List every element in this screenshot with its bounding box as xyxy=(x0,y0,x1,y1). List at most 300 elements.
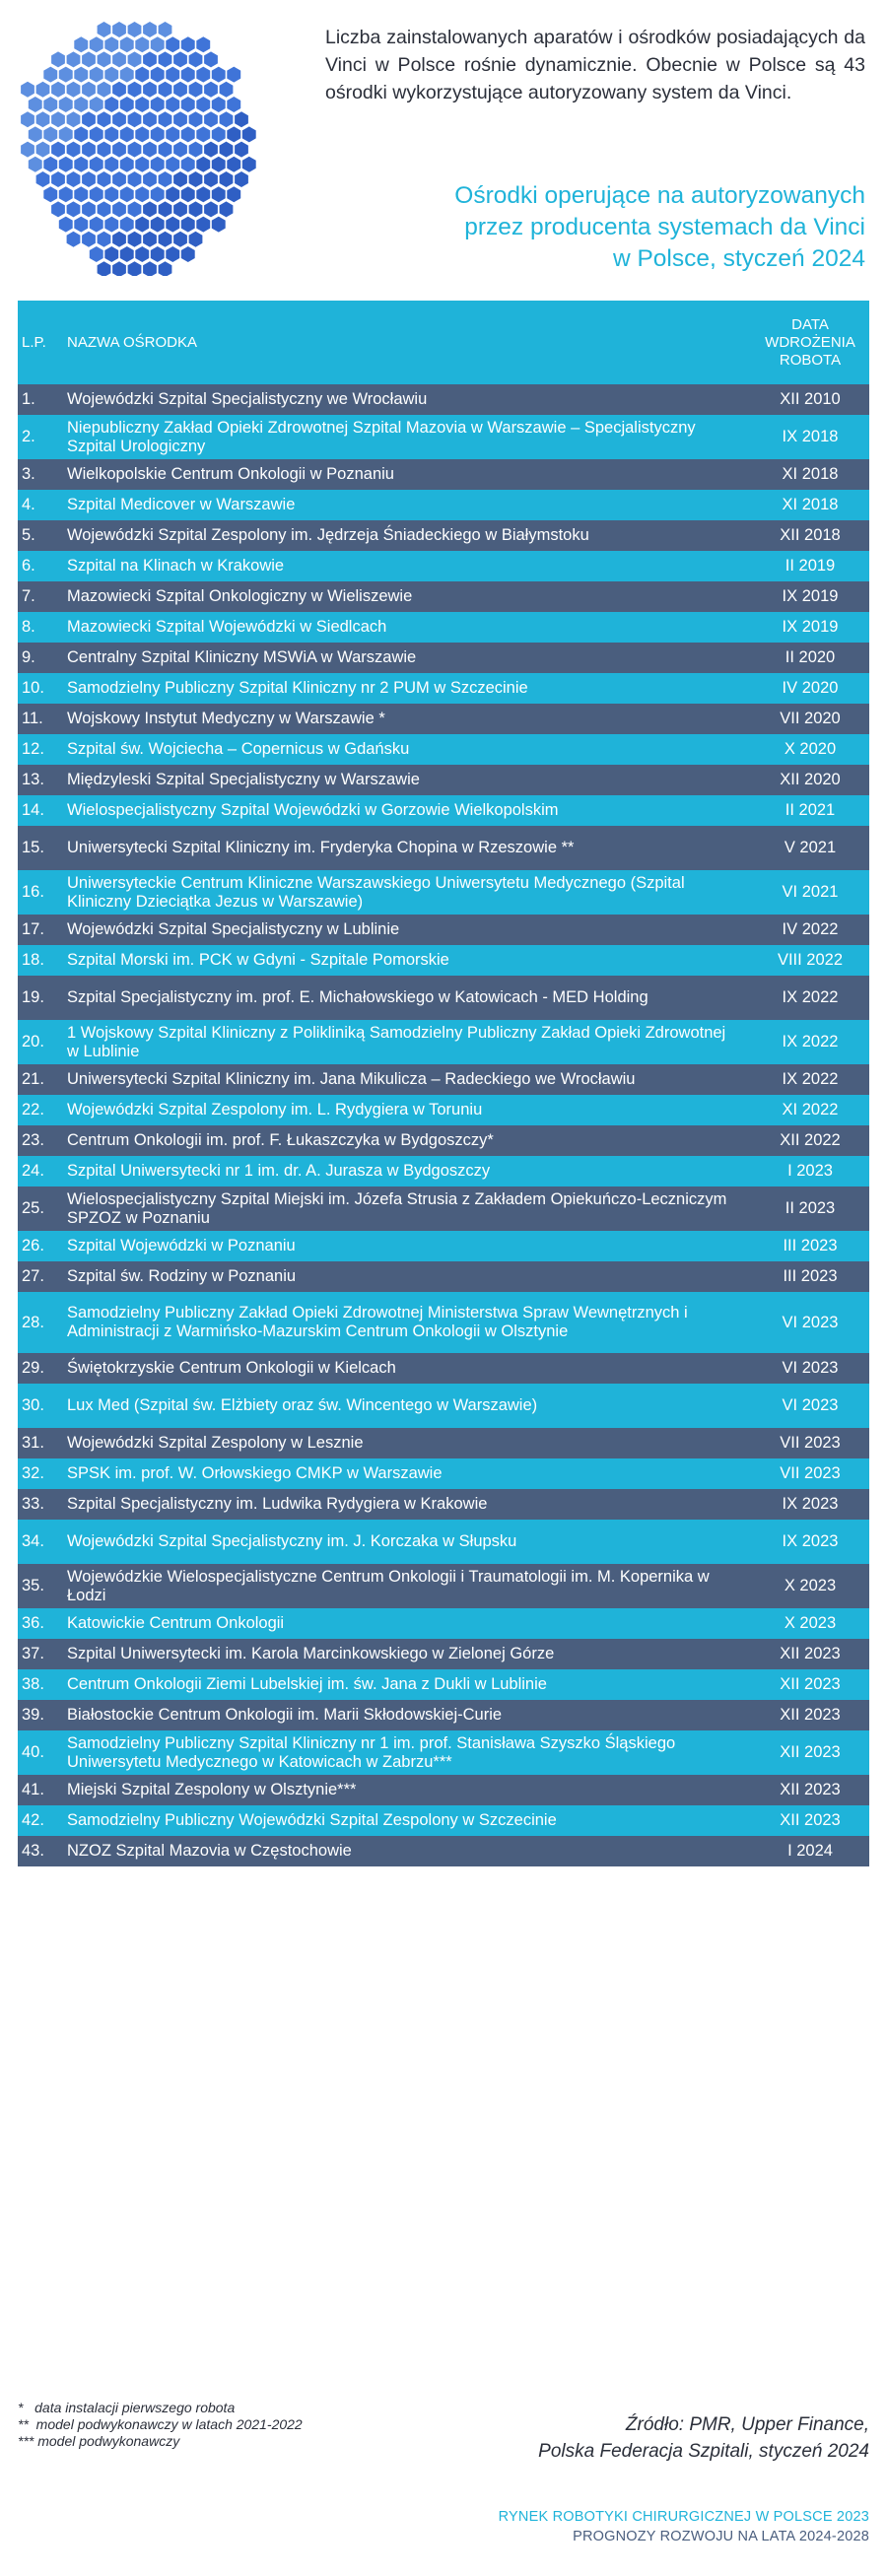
row-name: Wielkopolskie Centrum Onkologii w Poznaniu xyxy=(67,465,394,483)
map-hexagon xyxy=(120,97,134,112)
row-name: Wojskowy Instytut Medyczny w Warszawie * xyxy=(67,710,385,727)
table-row xyxy=(18,1231,869,1261)
row-name: Szpital Specjalistyczny im. Ludwika Rydygiera w Krakowie xyxy=(67,1495,488,1513)
row-date: III 2023 xyxy=(783,1267,838,1285)
map-hexagon xyxy=(220,142,234,158)
row-name: Centrum Onkologii im. prof. F. Łukaszczyka w Bydgoszczy* xyxy=(67,1131,494,1149)
map-hexagon xyxy=(181,126,195,142)
map-hexagon xyxy=(143,261,157,276)
map-hexagon xyxy=(74,186,88,202)
row-name: NZOZ Szpital Mazovia w Częstochowie xyxy=(67,1842,352,1860)
map-hexagon xyxy=(235,171,248,187)
map-hexagon xyxy=(181,97,195,112)
row-lp: 43. xyxy=(22,1842,44,1860)
map-hexagon xyxy=(181,36,195,52)
map-hexagon xyxy=(135,157,149,172)
row-name: Wojewódzki Szpital Specjalistyczny im. J. Korczaka w Słupsku xyxy=(67,1532,517,1550)
map-hexagon xyxy=(112,171,126,187)
footnote-2: ** model podwykonawczy w latach 2021-2022 xyxy=(18,2416,303,2432)
footnotes xyxy=(18,2400,432,2450)
table-row xyxy=(18,1669,869,1700)
row-date: IX 2022 xyxy=(782,1033,839,1051)
map-hexagon xyxy=(90,186,103,202)
source-line-1: Źródło: PMR, Upper Finance, xyxy=(625,2414,869,2435)
table-row xyxy=(18,1564,869,1608)
map-hexagon xyxy=(21,111,34,127)
map-hexagon xyxy=(159,142,172,158)
table-title-line-1: Ośrodki operujące na autoryzowanych xyxy=(454,182,865,209)
row-name: Wojewódzki Szpital Zespolony w Lesznie xyxy=(67,1434,364,1452)
row-date: XII 2010 xyxy=(780,390,841,408)
map-hexagon xyxy=(43,186,57,202)
row-name: Mazowiecki Szpital Wojewódzki w Siedlcach xyxy=(67,618,387,636)
map-hexagon xyxy=(189,82,203,98)
map-hexagon xyxy=(67,142,81,158)
row-name: Samodzielny Publiczny Szpital Kliniczny nr 2 PUM w Szczecinie xyxy=(67,679,528,697)
map-hexagon xyxy=(189,171,203,187)
row-date: X 2023 xyxy=(784,1577,837,1594)
row-name: Szpital Morski im. PCK w Gdyni - Szpitale Pomorskie xyxy=(67,951,449,969)
table-row xyxy=(18,1156,869,1186)
header-lp: L.P. xyxy=(22,334,46,351)
map-hexagon xyxy=(135,217,149,233)
table-row xyxy=(18,643,869,673)
row-date: XII 2023 xyxy=(780,1706,841,1724)
row-lp: 22. xyxy=(22,1101,44,1119)
map-hexagon xyxy=(227,97,240,112)
map-hexagon xyxy=(204,171,218,187)
row-date: V 2021 xyxy=(784,839,837,856)
table-row xyxy=(18,1805,869,1836)
row-date: VII 2023 xyxy=(780,1434,841,1452)
map-hexagon xyxy=(143,22,157,37)
map-hexagon xyxy=(59,126,73,142)
map-hexagon xyxy=(204,142,218,158)
row-date: VI 2023 xyxy=(782,1396,839,1414)
map-hexagon xyxy=(120,217,134,233)
table-header-row xyxy=(18,301,869,384)
map-hexagon xyxy=(189,142,203,158)
map-hexagon xyxy=(74,36,88,52)
row-name: Międzyleski Szpital Specjalistyczny w Warszawie xyxy=(67,771,420,788)
table-title xyxy=(325,180,865,275)
map-hexagon xyxy=(235,142,248,158)
table-row xyxy=(18,459,869,490)
map-hexagon xyxy=(173,201,187,217)
row-name: Samodzielny Publiczny Zakład Opieki Zdrowotnej Ministerstwa Spraw Wewnętrznych i Administracji z Warmińsko-Mazurskim Centrum Onkologii w Olsztynie xyxy=(67,1304,688,1340)
row-date: X 2023 xyxy=(784,1614,837,1632)
row-lp: 5. xyxy=(22,526,35,544)
map-hexagon xyxy=(82,82,96,98)
row-lp: 1. xyxy=(22,390,35,408)
map-hexagon xyxy=(128,142,142,158)
map-hexagon xyxy=(98,82,111,98)
map-hexagon xyxy=(128,22,142,37)
row-lp: 36. xyxy=(22,1614,44,1632)
row-name: Wojewódzkie Wielospecjalistyczne Centrum Onkologii i Traumatologii im. M. Kopernika w Łodzi xyxy=(67,1567,710,1604)
source-note xyxy=(455,2411,869,2465)
map-hexagon xyxy=(143,142,157,158)
row-name: Centrum Onkologii Ziemi Lubelskiej im. św. Jana z Dukli w Lublinie xyxy=(67,1675,547,1693)
row-name: Miejski Szpital Zespolony w Olsztynie*** xyxy=(67,1781,357,1798)
map-hexagon xyxy=(74,67,88,83)
map-hexagon xyxy=(43,126,57,142)
table-row xyxy=(18,976,869,1020)
row-name: Szpital na Klinach w Krakowie xyxy=(67,557,285,575)
row-lp: 41. xyxy=(22,1781,44,1798)
map-hexagon xyxy=(151,126,165,142)
map-hexagon xyxy=(196,36,210,52)
map-hexagon xyxy=(29,126,42,142)
table-title-line-2: przez producenta systemach da Vinci xyxy=(464,214,865,240)
map-hexagon xyxy=(212,186,226,202)
map-hexagon xyxy=(143,51,157,67)
row-date: IX 2023 xyxy=(782,1495,839,1513)
map-hexagon xyxy=(159,261,172,276)
table-row xyxy=(18,1353,869,1384)
map-hexagon xyxy=(166,67,179,83)
map-hexagon xyxy=(98,171,111,187)
map-hexagon xyxy=(181,67,195,83)
row-date: IX 2022 xyxy=(782,1070,839,1088)
map-hexagon xyxy=(90,157,103,172)
row-lp: 8. xyxy=(22,618,35,636)
table-row xyxy=(18,1384,869,1428)
table-row xyxy=(18,1261,869,1292)
row-lp: 10. xyxy=(22,679,44,697)
map-hexagon xyxy=(135,186,149,202)
map-hexagon xyxy=(196,97,210,112)
map-hexagon xyxy=(181,217,195,233)
map-hexagon xyxy=(98,201,111,217)
map-hexagon xyxy=(227,186,240,202)
map-hexagon xyxy=(29,97,42,112)
map-hexagon xyxy=(120,67,134,83)
map-hexagon xyxy=(212,217,226,233)
footnote-3: *** model podwykonawczy xyxy=(18,2433,180,2449)
map-hexagon xyxy=(135,246,149,262)
row-date: XII 2023 xyxy=(780,1743,841,1761)
map-hexagon xyxy=(36,111,50,127)
map-hexagon xyxy=(143,111,157,127)
row-lp: 20. xyxy=(22,1033,44,1051)
map-hexagon xyxy=(181,186,195,202)
map-hexagon xyxy=(135,97,149,112)
map-hexagon xyxy=(159,232,172,247)
map-hexagon xyxy=(104,246,118,262)
row-name: SPSK im. prof. W. Orłowskiego CMKP w Warszawie xyxy=(67,1464,443,1482)
row-date: VI 2023 xyxy=(782,1359,839,1377)
map-hexagon xyxy=(204,111,218,127)
row-name: Wielospecjalistyczny Szpital Miejski im. Józefa Strusia z Zakładem Opiekuńczo-Leczniczym SPZOZ w Poznaniu xyxy=(67,1189,727,1227)
row-date: II 2019 xyxy=(785,557,836,575)
map-hexagon xyxy=(128,111,142,127)
map-hexagon xyxy=(104,67,118,83)
map-hexagon xyxy=(128,51,142,67)
row-date: XII 2023 xyxy=(780,1811,841,1829)
table-row xyxy=(18,1836,869,1866)
map-hexagon xyxy=(112,82,126,98)
table-row xyxy=(18,870,869,915)
map-hexagon xyxy=(112,142,126,158)
row-lp: 32. xyxy=(22,1464,44,1482)
row-lp: 11. xyxy=(22,710,43,727)
row-date: II 2021 xyxy=(785,801,836,819)
map-hexagon xyxy=(196,67,210,83)
row-name: Wojewódzki Szpital Specjalistyczny w Lublinie xyxy=(67,920,400,938)
map-hexagon xyxy=(128,171,142,187)
map-hexagon xyxy=(166,246,179,262)
row-lp: 16. xyxy=(22,883,44,901)
row-name: Szpital Specjalistyczny im. prof. E. Michałowskiego w Katowicach - MED Holding xyxy=(67,988,648,1006)
map-hexagon xyxy=(120,186,134,202)
map-hexagon xyxy=(151,36,165,52)
row-lp: 9. xyxy=(22,648,35,666)
row-lp: 3. xyxy=(22,465,35,483)
map-hexagon xyxy=(128,232,142,247)
row-lp: 39. xyxy=(22,1706,44,1724)
map-hexagon xyxy=(227,67,240,83)
map-hexagon xyxy=(242,126,256,142)
map-hexagon xyxy=(235,111,248,127)
table-row xyxy=(18,1608,869,1639)
map-hexagon xyxy=(166,186,179,202)
map-hexagon xyxy=(128,261,142,276)
map-hexagon xyxy=(82,51,96,67)
map-hexagon xyxy=(90,217,103,233)
map-hexagon xyxy=(159,82,172,98)
row-name: Szpital Uniwersytecki im. Karola Marcinkowskiego w Zielonej Górze xyxy=(67,1645,555,1662)
map-hexagon xyxy=(98,142,111,158)
map-hexagon xyxy=(112,261,126,276)
row-name: Mazowiecki Szpital Onkologiczny w Wieliszewie xyxy=(67,587,413,605)
map-hexagon xyxy=(74,126,88,142)
map-hexagon xyxy=(159,22,172,37)
map-hexagon xyxy=(181,157,195,172)
map-hexagon xyxy=(173,171,187,187)
map-hexagon xyxy=(67,171,81,187)
table-row xyxy=(18,915,869,945)
row-name: Wojewódzki Szpital Specjalistyczny we Wrocławiu xyxy=(67,390,428,408)
row-name: Szpital św. Rodziny w Poznaniu xyxy=(67,1267,297,1285)
header-date-line-3: ROBOTA xyxy=(779,351,842,369)
row-date: XII 2023 xyxy=(780,1675,841,1693)
map-hexagon xyxy=(166,126,179,142)
map-hexagon xyxy=(29,157,42,172)
table-row xyxy=(18,1730,869,1775)
map-hexagon xyxy=(166,217,179,233)
row-name: Uniwersytecki Szpital Kliniczny im. Jana Mikulicza – Radeckiego we Wrocławiu xyxy=(67,1070,636,1088)
table-row xyxy=(18,1125,869,1156)
row-date: IX 2019 xyxy=(782,618,839,636)
map-hexagon xyxy=(51,111,65,127)
row-lp: 25. xyxy=(22,1199,44,1217)
map-hexagon xyxy=(204,201,218,217)
map-hexagon xyxy=(189,111,203,127)
map-hexagon xyxy=(128,82,142,98)
row-lp: 26. xyxy=(22,1237,44,1254)
map-hexagon xyxy=(51,171,65,187)
map-hexagon xyxy=(104,186,118,202)
table-row xyxy=(18,1292,869,1353)
map-hexagon xyxy=(227,126,240,142)
map-hexagon xyxy=(67,111,81,127)
row-lp: 29. xyxy=(22,1359,44,1377)
table-row xyxy=(18,1520,869,1564)
map-hexagon xyxy=(204,51,218,67)
map-hexagon xyxy=(36,82,50,98)
map-hexagon xyxy=(82,171,96,187)
row-lp: 15. xyxy=(22,839,44,856)
row-name: Samodzielny Publiczny Szpital Kliniczny nr 1 im. prof. Stanisława Szyszko Śląskiego Uniwersytetu Medycznego w Katowicach w Zabrzu*** xyxy=(67,1733,676,1771)
table-body xyxy=(18,384,869,1866)
map-hexagon xyxy=(196,217,210,233)
table-row xyxy=(18,1700,869,1730)
row-date: XII 2023 xyxy=(780,1781,841,1798)
map-hexagon xyxy=(82,201,96,217)
map-hexagon xyxy=(21,82,34,98)
row-date: XII 2022 xyxy=(780,1131,841,1149)
brand-line-1: RYNEK ROBOTYKI CHIRURGICZNEJ W POLSCE 2023 xyxy=(498,2509,869,2525)
row-date: VI 2021 xyxy=(782,883,839,901)
row-name: Uniwersytecki Szpital Kliniczny im. Fryderyka Chopina w Rzeszowie ** xyxy=(67,839,575,856)
table-row xyxy=(18,673,869,704)
row-date: VII 2020 xyxy=(780,710,841,727)
table-row xyxy=(18,1020,869,1064)
footnote-1: * data instalacji pierwszego robota xyxy=(18,2400,236,2415)
map-hexagon xyxy=(159,201,172,217)
map-hexagon xyxy=(59,186,73,202)
map-hexagon xyxy=(59,97,73,112)
poland-hexagon-map xyxy=(14,18,270,276)
map-hexagon xyxy=(196,186,210,202)
row-lp: 4. xyxy=(22,496,35,513)
map-hexagon xyxy=(67,232,81,247)
header-name: NAZWA OŚRODKA xyxy=(67,334,197,351)
brand-line-2: PROGNOZY ROZWOJU NA LATA 2024-2028 xyxy=(573,2529,869,2544)
row-date: X 2020 xyxy=(784,740,837,758)
map-hexagon xyxy=(189,201,203,217)
map-hexagon xyxy=(112,232,126,247)
row-date: IX 2018 xyxy=(782,428,839,445)
row-date: XII 2023 xyxy=(780,1645,841,1662)
map-hexagon xyxy=(51,142,65,158)
table-row xyxy=(18,490,869,520)
map-hexagon xyxy=(151,246,165,262)
map-hexagon xyxy=(59,67,73,83)
row-lp: 12. xyxy=(22,740,44,758)
map-hexagon xyxy=(143,171,157,187)
row-name: Samodzielny Publiczny Wojewódzki Szpital Zespolony w Szczecinie xyxy=(67,1811,557,1829)
map-hexagon xyxy=(98,232,111,247)
map-hexagon xyxy=(212,157,226,172)
map-hexagon xyxy=(181,246,195,262)
table-row xyxy=(18,704,869,734)
map-hexagon xyxy=(159,51,172,67)
row-name: Niepubliczny Zakład Opieki Zdrowotnej Szpital Mazovia w Warszawie – Specjalistyczny Szpital Urologiczny xyxy=(67,418,696,455)
table-row xyxy=(18,1639,869,1669)
table-row xyxy=(18,551,869,581)
map-hexagon xyxy=(166,157,179,172)
map-hexagon xyxy=(143,232,157,247)
header-date xyxy=(751,301,869,384)
row-lp: 7. xyxy=(22,587,35,605)
map-hexagon xyxy=(151,157,165,172)
header-date-line-1: DATA xyxy=(791,315,829,333)
row-lp: 35. xyxy=(22,1577,44,1594)
map-hexagon xyxy=(196,126,210,142)
table-row xyxy=(18,612,869,643)
table-row xyxy=(18,826,869,870)
map-hexagon xyxy=(21,142,34,158)
table-row xyxy=(18,1775,869,1805)
row-date: VII 2023 xyxy=(780,1464,841,1482)
map-hexagon xyxy=(67,51,81,67)
row-date: VIII 2022 xyxy=(777,951,844,969)
table-row xyxy=(18,795,869,826)
row-date: III 2023 xyxy=(783,1237,838,1254)
map-hexagon xyxy=(51,51,65,67)
table-row xyxy=(18,1458,869,1489)
row-name: Szpital Medicover w Warszawie xyxy=(67,496,296,513)
map-hexagon xyxy=(74,157,88,172)
map-hexagon xyxy=(74,217,88,233)
map-hexagon xyxy=(120,246,134,262)
map-hexagon xyxy=(151,186,165,202)
map-hexagon xyxy=(98,111,111,127)
map-hexagon xyxy=(120,157,134,172)
row-lp: 31. xyxy=(22,1434,44,1452)
row-name: Świętokrzyskie Centrum Onkologii w Kielcach xyxy=(67,1359,396,1377)
row-lp: 33. xyxy=(22,1495,44,1513)
row-date: II 2023 xyxy=(785,1199,836,1217)
map-hexagon xyxy=(212,67,226,83)
map-hexagon xyxy=(112,22,126,37)
row-lp: 19. xyxy=(22,988,44,1006)
row-date: XI 2018 xyxy=(782,496,839,513)
row-name: Uniwersyteckie Centrum Kliniczne Warszawskiego Uniwersytetu Medycznego (Szpital Kliniczny Dzieciątka Jezus w Warszawie) xyxy=(67,873,685,911)
row-date: I 2024 xyxy=(787,1842,833,1860)
map-hexagon xyxy=(98,51,111,67)
map-hexagon xyxy=(173,232,187,247)
row-lp: 42. xyxy=(22,1811,44,1829)
table-row xyxy=(18,581,869,612)
row-lp: 27. xyxy=(22,1267,44,1285)
map-hexagon xyxy=(220,201,234,217)
table-row xyxy=(18,1095,869,1125)
map-hexagon xyxy=(151,97,165,112)
row-lp: 34. xyxy=(22,1532,44,1550)
map-hexagon xyxy=(74,97,88,112)
map-hexagon xyxy=(82,232,96,247)
row-lp: 30. xyxy=(22,1396,44,1414)
row-lp: 24. xyxy=(22,1162,44,1180)
map-hexagon xyxy=(51,82,65,98)
row-date: XI 2018 xyxy=(782,465,839,483)
map-hexagon xyxy=(90,246,103,262)
map-hexagon xyxy=(112,201,126,217)
row-lp: 13. xyxy=(22,771,44,788)
map-hexagon xyxy=(173,82,187,98)
map-hexagon xyxy=(196,157,210,172)
map-hexagon xyxy=(90,36,103,52)
map-hexagon xyxy=(173,111,187,127)
map-hexagon xyxy=(212,126,226,142)
map-hexagon xyxy=(189,232,203,247)
row-date: I 2023 xyxy=(787,1162,833,1180)
map-hexagon xyxy=(173,142,187,158)
row-lp: 14. xyxy=(22,801,44,819)
